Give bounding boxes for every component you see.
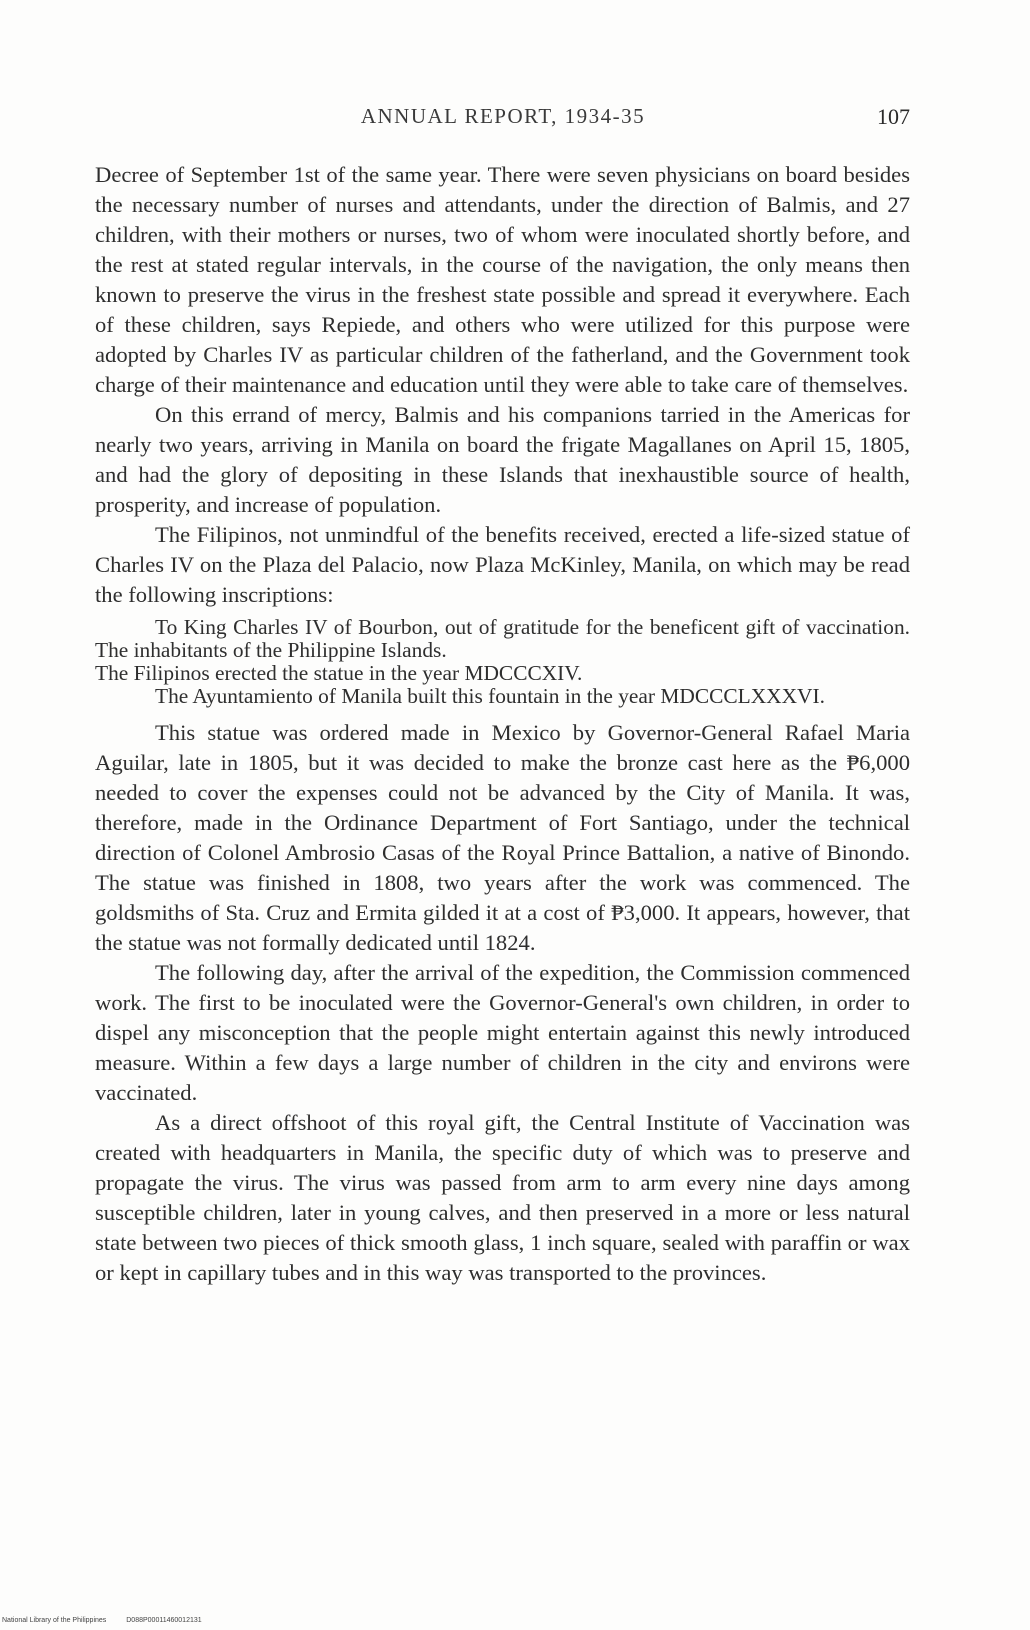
inscription-3: The Ayuntamiento of Manila built this fountain in the year MDCCCLXXXVI. (155, 684, 825, 708)
page-header (96, 104, 910, 132)
inscriptions-block (95, 616, 910, 708)
inscription-2: The Filipinos erected the statue in the year MDCCCXIV. (95, 661, 583, 685)
scan-footer (2, 1617, 220, 1624)
running-title: ANNUAL REPORT, 1934-35 (360, 104, 646, 128)
inscription-1: To King Charles IV of Bourbon, out of gratitude for the beneficent gift of vaccination. The inhabitants of the Philippine Islands. (95, 615, 910, 662)
body-text (95, 160, 910, 1288)
footer-identifier: D088P00011460012131 (126, 1617, 202, 1624)
footer-library: National Library of the Philippines (2, 1617, 107, 1624)
paragraph-5: The following day, after the arrival of the expedition, the Commission commenced work. The first to be inoculated were the Governor-General's own children, in order to dispel any misconception that the people might entertain against this newly introduced measure. Within a few days a large number of children in the city and environs were vaccinated. (95, 960, 910, 1105)
page-number: 107 (877, 104, 910, 129)
paragraph-1: Decree of September 1st of the same year. There were seven physicians on board besides the necessary number of nurses and attendants, under the direction of Balmis, and 27 children, with their mothers or nurses, two of whom were inoculated shortly before, and the rest at stated regular intervals, in the course of the navigation, the only means then known to preserve the virus in the freshest state possible and spread it everywhere. Each of these children, says Repiede, and others who were utilized for this purpose were adopted by Charles IV as particular children of the fatherland, and the Government took charge of their maintenance and education until they were able to take care of themselves. (95, 162, 910, 397)
paragraph-6: As a direct offshoot of this royal gift, the Central Institute of Vaccination was created with headquarters in Manila, the specific duty of which was to preserve and propagate the virus. The virus was passed from arm to arm every nine days among susceptible children, later in young calves, and then preserved in a more or less natural state between two pieces of thick smooth glass, 1 inch square, sealed with paraffin or wax or kept in capillary tubes and in this way was transported to the provinces. (95, 1110, 910, 1285)
paragraph-4: This statue was ordered made in Mexico by Governor-General Rafael Maria Aguilar, late in 1805, but it was decided to make the bronze cast here as the ₱6,000 needed to cover the expenses could not be advanced by the City of Manila. It was, therefore, made in the Ordinance Department of Fort Santiago, under the technical direction of Colonel Ambrosio Casas of the Royal Prince Battalion, a native of Binondo. The statue was finished in 1808, two years after the work was commenced. The goldsmiths of Sta. Cruz and Ermita gilded it at a cost of ₱3,000. It appears, however, that the statue was not formally dedicated until 1824. (95, 720, 910, 955)
paragraph-3: The Filipinos, not unmindful of the benefits received, erected a life-sized statue of Charles IV on the Plaza del Palacio, now Plaza McKinley, Manila, on which may be read the following inscriptions: (95, 522, 910, 607)
paragraph-2: On this errand of mercy, Balmis and his companions tarried in the Americas for nearly two years, arriving in Manila on board the frigate Magallanes on April 15, 1805, and had the glory of depositing in these Islands that inexhaustible source of health, prosperity, and increase of population. (95, 402, 910, 517)
